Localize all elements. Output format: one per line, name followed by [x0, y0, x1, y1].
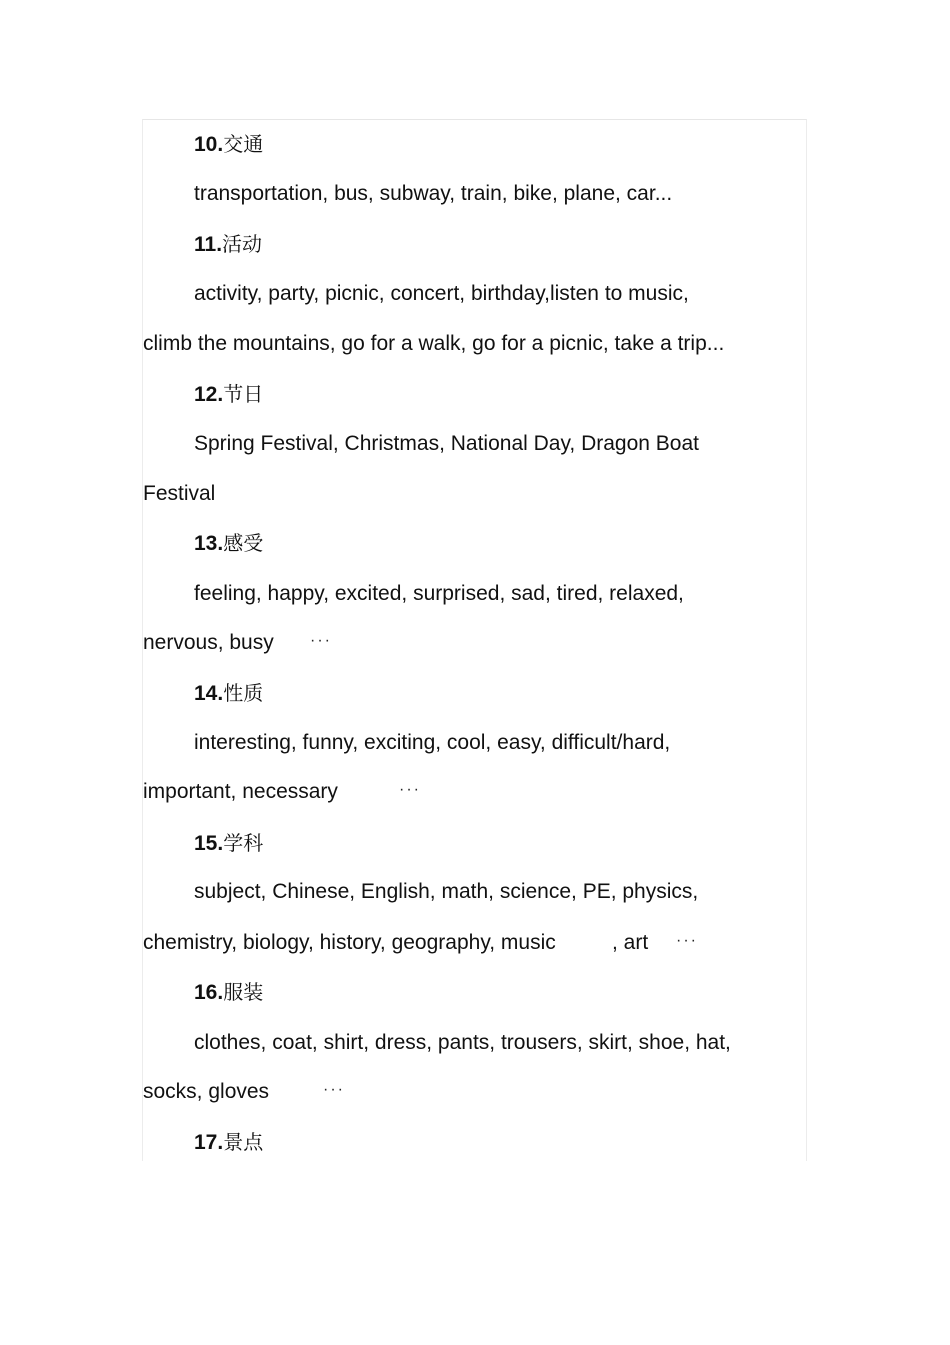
heading-title: 活动	[222, 232, 263, 256]
heading-title: 学科	[223, 831, 264, 855]
heading-number: 12.	[194, 383, 224, 406]
section-14-line-2: important, necessary	[143, 780, 338, 803]
section-heading-16	[194, 979, 263, 1006]
heading-title: 景点	[223, 1130, 264, 1154]
heading-number: 17.	[194, 1131, 224, 1154]
section-13-line-1: feeling, happy, excited, surprised, sad, tired, relaxed,	[194, 582, 684, 605]
ellipsis-mark: ···	[323, 1081, 345, 1098]
section-12-line-1: Spring Festival, Christmas, National Day, Dragon Boat	[194, 432, 699, 455]
ellipsis-mark: ···	[676, 932, 698, 949]
heading-title: 服装	[223, 980, 264, 1004]
section-11-line-1: activity, party, picnic, concert, birthday,listen to music,	[194, 282, 689, 305]
ellipsis-mark: ···	[310, 632, 332, 649]
heading-number: 15.	[194, 832, 224, 855]
heading-number: 13.	[194, 532, 224, 555]
section-heading-11	[194, 231, 262, 258]
section-12-line-2: Festival	[143, 482, 216, 505]
heading-title: 感受	[223, 531, 264, 555]
section-15-line-2: chemistry, biology, history, geography, music	[143, 931, 556, 954]
section-13-line-2: nervous, busy	[143, 631, 274, 654]
section-heading-12	[194, 381, 263, 408]
section-16-line-1: clothes, coat, shirt, dress, pants, trousers, skirt, shoe, hat,	[194, 1031, 731, 1054]
section-heading-17	[194, 1129, 263, 1156]
heading-title: 节日	[223, 382, 264, 406]
heading-number: 14.	[194, 682, 224, 705]
section-heading-14	[194, 680, 263, 707]
heading-number: 16.	[194, 981, 224, 1004]
heading-title: 交通	[223, 132, 264, 156]
section-14-line-1: interesting, funny, exciting, cool, easy, difficult/hard,	[194, 731, 671, 754]
section-heading-15	[194, 830, 263, 857]
section-15-line-1: subject, Chinese, English, math, science, PE, physics,	[194, 880, 699, 903]
ellipsis-mark: ···	[399, 781, 421, 798]
section-15-tail: , art	[612, 931, 649, 954]
section-heading-13	[194, 530, 263, 557]
section-heading-10	[194, 131, 263, 158]
heading-number: 10.	[194, 133, 224, 156]
heading-number: 11.	[194, 233, 223, 256]
section-16-line-2: socks, gloves	[143, 1080, 270, 1103]
section-10-line-1: transportation, bus, subway, train, bike, plane, car...	[194, 182, 673, 205]
heading-title: 性质	[223, 681, 264, 705]
section-11-line-2: climb the mountains, go for a walk, go for a picnic, take a trip...	[143, 332, 725, 355]
